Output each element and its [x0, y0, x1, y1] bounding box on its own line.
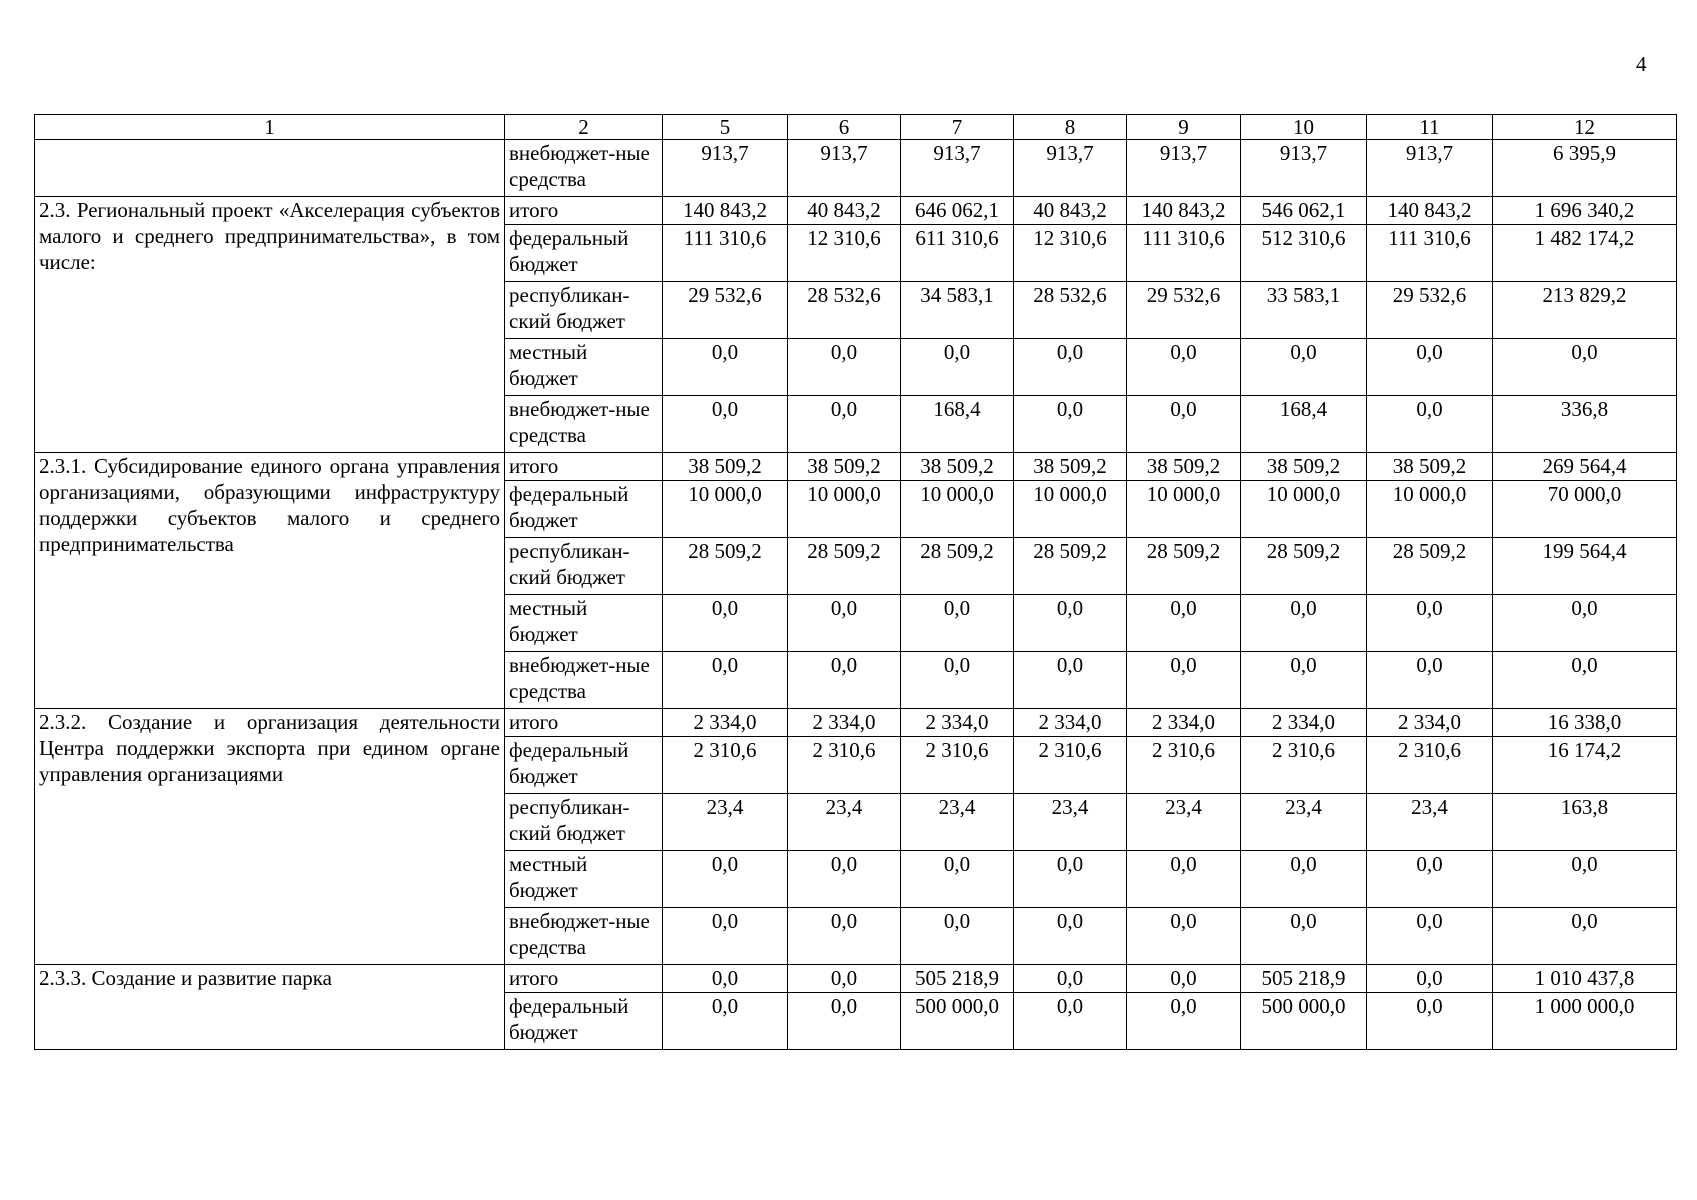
value-cell: 336,8	[1493, 396, 1677, 453]
value-cell: 1 482 174,2	[1493, 225, 1677, 282]
value-cell: 0,0	[1241, 339, 1367, 396]
value-cell: 0,0	[1493, 339, 1677, 396]
value-cell: 913,7	[1367, 140, 1493, 197]
value-cell: 10 000,0	[1241, 481, 1367, 538]
table-row	[35, 965, 1677, 993]
value-cell: 0,0	[1014, 993, 1127, 1050]
value-cell: 2 334,0	[1014, 709, 1127, 737]
value-cell: 111 310,6	[1367, 225, 1493, 282]
value-cell: 28 509,2	[1014, 538, 1127, 595]
value-cell: 0,0	[663, 396, 788, 453]
value-cell: 0,0	[1127, 652, 1241, 709]
value-cell: 505 218,9	[901, 965, 1014, 993]
value-cell: 10 000,0	[788, 481, 901, 538]
value-cell: 500 000,0	[1241, 993, 1367, 1050]
value-cell: 6 395,9	[1493, 140, 1677, 197]
funding-source-cell: внебюджет-ные средства	[505, 396, 663, 453]
value-cell: 646 062,1	[901, 197, 1014, 225]
value-cell: 500 000,0	[901, 993, 1014, 1050]
funding-source-cell: итого	[505, 709, 663, 737]
value-cell: 199 564,4	[1493, 538, 1677, 595]
value-cell: 0,0	[1014, 965, 1127, 993]
value-cell: 28 532,6	[788, 282, 901, 339]
value-cell: 1 000 000,0	[1493, 993, 1677, 1050]
value-cell: 28 509,2	[901, 538, 1014, 595]
header-cell: 9	[1127, 115, 1241, 140]
value-cell: 168,4	[1241, 396, 1367, 453]
header-cell: 6	[788, 115, 901, 140]
funding-source-cell: федеральный бюджет	[505, 225, 663, 282]
value-cell: 611 310,6	[901, 225, 1014, 282]
value-cell: 140 843,2	[1367, 197, 1493, 225]
value-cell: 0,0	[1493, 652, 1677, 709]
value-cell: 28 509,2	[788, 538, 901, 595]
header-cell: 5	[663, 115, 788, 140]
header-cell: 12	[1493, 115, 1677, 140]
funding-source-cell: итого	[505, 453, 663, 481]
item-name-cell	[35, 140, 505, 197]
funding-source-cell: местный бюджет	[505, 851, 663, 908]
value-cell: 2 310,6	[788, 737, 901, 794]
funding-source-cell: местный бюджет	[505, 339, 663, 396]
page-number: 4	[1636, 52, 1647, 76]
table-row	[35, 453, 1677, 481]
value-cell: 23,4	[663, 794, 788, 851]
value-cell: 38 509,2	[788, 453, 901, 481]
value-cell: 38 509,2	[1367, 453, 1493, 481]
value-cell: 0,0	[1127, 595, 1241, 652]
funding-source-cell: итого	[505, 965, 663, 993]
value-cell: 2 334,0	[1367, 709, 1493, 737]
item-name-cell: 2.3.3. Создание и развитие парка	[35, 965, 505, 1050]
value-cell: 0,0	[663, 965, 788, 993]
value-cell: 0,0	[663, 993, 788, 1050]
value-cell: 2 334,0	[901, 709, 1014, 737]
value-cell: 0,0	[901, 595, 1014, 652]
value-cell: 0,0	[1367, 339, 1493, 396]
value-cell: 29 532,6	[663, 282, 788, 339]
value-cell: 10 000,0	[1127, 481, 1241, 538]
funding-source-cell: республикан-ский бюджет	[505, 794, 663, 851]
value-cell: 140 843,2	[1127, 197, 1241, 225]
value-cell: 913,7	[1014, 140, 1127, 197]
value-cell: 0,0	[1127, 908, 1241, 965]
value-cell: 0,0	[1014, 339, 1127, 396]
value-cell: 0,0	[1367, 851, 1493, 908]
value-cell: 0,0	[1367, 652, 1493, 709]
value-cell: 16 338,0	[1493, 709, 1677, 737]
header-cell: 2	[505, 115, 663, 140]
value-cell: 23,4	[901, 794, 1014, 851]
value-cell: 38 509,2	[1127, 453, 1241, 481]
value-cell: 0,0	[788, 339, 901, 396]
header-cell: 8	[1014, 115, 1127, 140]
item-name-cell: 2.3.2. Создание и организация деятельности Центра поддержки экспорта при едином органе управления организациями	[35, 709, 505, 965]
table-row	[35, 140, 1677, 197]
funding-source-cell: внебюджет-ные средства	[505, 140, 663, 197]
funding-source-cell: республикан-ский бюджет	[505, 538, 663, 595]
value-cell: 140 843,2	[663, 197, 788, 225]
value-cell: 0,0	[1367, 595, 1493, 652]
funding-source-cell: федеральный бюджет	[505, 481, 663, 538]
value-cell: 0,0	[1241, 652, 1367, 709]
table-body	[35, 115, 1677, 1050]
funding-source-cell: итого	[505, 197, 663, 225]
value-cell: 28 509,2	[1241, 538, 1367, 595]
value-cell: 10 000,0	[663, 481, 788, 538]
value-cell: 2 334,0	[1241, 709, 1367, 737]
value-cell: 40 843,2	[1014, 197, 1127, 225]
value-cell: 0,0	[901, 652, 1014, 709]
value-cell: 29 532,6	[1367, 282, 1493, 339]
value-cell: 2 310,6	[663, 737, 788, 794]
value-cell: 38 509,2	[1014, 453, 1127, 481]
value-cell: 33 583,1	[1241, 282, 1367, 339]
value-cell: 1 010 437,8	[1493, 965, 1677, 993]
value-cell: 0,0	[901, 908, 1014, 965]
value-cell: 913,7	[1241, 140, 1367, 197]
value-cell: 168,4	[901, 396, 1014, 453]
value-cell: 16 174,2	[1493, 737, 1677, 794]
funding-source-cell: внебюджет-ные средства	[505, 908, 663, 965]
value-cell: 23,4	[1367, 794, 1493, 851]
value-cell: 0,0	[901, 851, 1014, 908]
table-row	[35, 197, 1677, 225]
value-cell: 0,0	[788, 396, 901, 453]
value-cell: 28 509,2	[1127, 538, 1241, 595]
value-cell: 10 000,0	[901, 481, 1014, 538]
value-cell: 0,0	[1127, 851, 1241, 908]
value-cell: 0,0	[1014, 595, 1127, 652]
value-cell: 29 532,6	[1127, 282, 1241, 339]
header-cell: 11	[1367, 115, 1493, 140]
value-cell: 111 310,6	[663, 225, 788, 282]
value-cell: 0,0	[1127, 396, 1241, 453]
value-cell: 0,0	[1367, 965, 1493, 993]
value-cell: 2 334,0	[788, 709, 901, 737]
value-cell: 0,0	[1493, 851, 1677, 908]
value-cell: 505 218,9	[1241, 965, 1367, 993]
value-cell: 0,0	[1014, 396, 1127, 453]
value-cell: 0,0	[1014, 851, 1127, 908]
value-cell: 2 310,6	[1127, 737, 1241, 794]
header-cell: 7	[901, 115, 1014, 140]
value-cell: 28 532,6	[1014, 282, 1127, 339]
value-cell: 0,0	[1367, 908, 1493, 965]
value-cell: 546 062,1	[1241, 197, 1367, 225]
value-cell: 213 829,2	[1493, 282, 1677, 339]
value-cell: 2 310,6	[901, 737, 1014, 794]
value-cell: 70 000,0	[1493, 481, 1677, 538]
item-name-cell: 2.3.1. Субсидирование единого органа управления организациями, образующими инфраструктуру поддержки субъектов малого и среднего предпринимательства	[35, 453, 505, 709]
value-cell: 0,0	[788, 652, 901, 709]
value-cell: 2 310,6	[1241, 737, 1367, 794]
value-cell: 23,4	[1127, 794, 1241, 851]
value-cell: 28 509,2	[1367, 538, 1493, 595]
value-cell: 1 696 340,2	[1493, 197, 1677, 225]
header-cell: 1	[35, 115, 505, 140]
value-cell: 10 000,0	[1367, 481, 1493, 538]
value-cell: 0,0	[1127, 993, 1241, 1050]
value-cell: 0,0	[1127, 339, 1241, 396]
value-cell: 12 310,6	[1014, 225, 1127, 282]
value-cell: 23,4	[1241, 794, 1367, 851]
value-cell: 38 509,2	[901, 453, 1014, 481]
value-cell: 0,0	[788, 851, 901, 908]
value-cell: 0,0	[1493, 908, 1677, 965]
value-cell: 913,7	[901, 140, 1014, 197]
value-cell: 38 509,2	[663, 453, 788, 481]
value-cell: 23,4	[1014, 794, 1127, 851]
funding-source-cell: внебюджет-ные средства	[505, 652, 663, 709]
value-cell: 0,0	[663, 908, 788, 965]
value-cell: 28 509,2	[663, 538, 788, 595]
budget-table	[34, 114, 1677, 1050]
table-row	[35, 709, 1677, 737]
value-cell: 10 000,0	[1014, 481, 1127, 538]
value-cell: 34 583,1	[901, 282, 1014, 339]
value-cell: 0,0	[1493, 595, 1677, 652]
value-cell: 0,0	[1241, 908, 1367, 965]
funding-source-cell: местный бюджет	[505, 595, 663, 652]
funding-source-cell: федеральный бюджет	[505, 993, 663, 1050]
value-cell: 269 564,4	[1493, 453, 1677, 481]
value-cell: 0,0	[1241, 595, 1367, 652]
value-cell: 0,0	[663, 851, 788, 908]
value-cell: 913,7	[788, 140, 901, 197]
value-cell: 0,0	[663, 595, 788, 652]
value-cell: 0,0	[1241, 851, 1367, 908]
value-cell: 0,0	[1014, 652, 1127, 709]
header-row	[35, 115, 1677, 140]
value-cell: 0,0	[663, 652, 788, 709]
value-cell: 913,7	[1127, 140, 1241, 197]
value-cell: 12 310,6	[788, 225, 901, 282]
value-cell: 163,8	[1493, 794, 1677, 851]
item-name-cell: 2.3. Региональный проект «Акселерация субъектов малого и среднего предпринимательства», в том числе:	[35, 197, 505, 453]
value-cell: 111 310,6	[1127, 225, 1241, 282]
value-cell: 2 334,0	[1127, 709, 1241, 737]
value-cell: 2 310,6	[1014, 737, 1127, 794]
value-cell: 0,0	[788, 908, 901, 965]
value-cell: 2 334,0	[663, 709, 788, 737]
value-cell: 38 509,2	[1241, 453, 1367, 481]
value-cell: 2 310,6	[1367, 737, 1493, 794]
value-cell: 40 843,2	[788, 197, 901, 225]
value-cell: 0,0	[1014, 908, 1127, 965]
value-cell: 0,0	[663, 339, 788, 396]
header-cell: 10	[1241, 115, 1367, 140]
value-cell: 0,0	[1367, 396, 1493, 453]
value-cell: 0,0	[1367, 993, 1493, 1050]
value-cell: 0,0	[788, 993, 901, 1050]
funding-source-cell: федеральный бюджет	[505, 737, 663, 794]
value-cell: 512 310,6	[1241, 225, 1367, 282]
value-cell: 0,0	[788, 595, 901, 652]
value-cell: 913,7	[663, 140, 788, 197]
value-cell: 0,0	[901, 339, 1014, 396]
value-cell: 23,4	[788, 794, 901, 851]
funding-source-cell: республикан-ский бюджет	[505, 282, 663, 339]
value-cell: 0,0	[1127, 965, 1241, 993]
value-cell: 0,0	[788, 965, 901, 993]
